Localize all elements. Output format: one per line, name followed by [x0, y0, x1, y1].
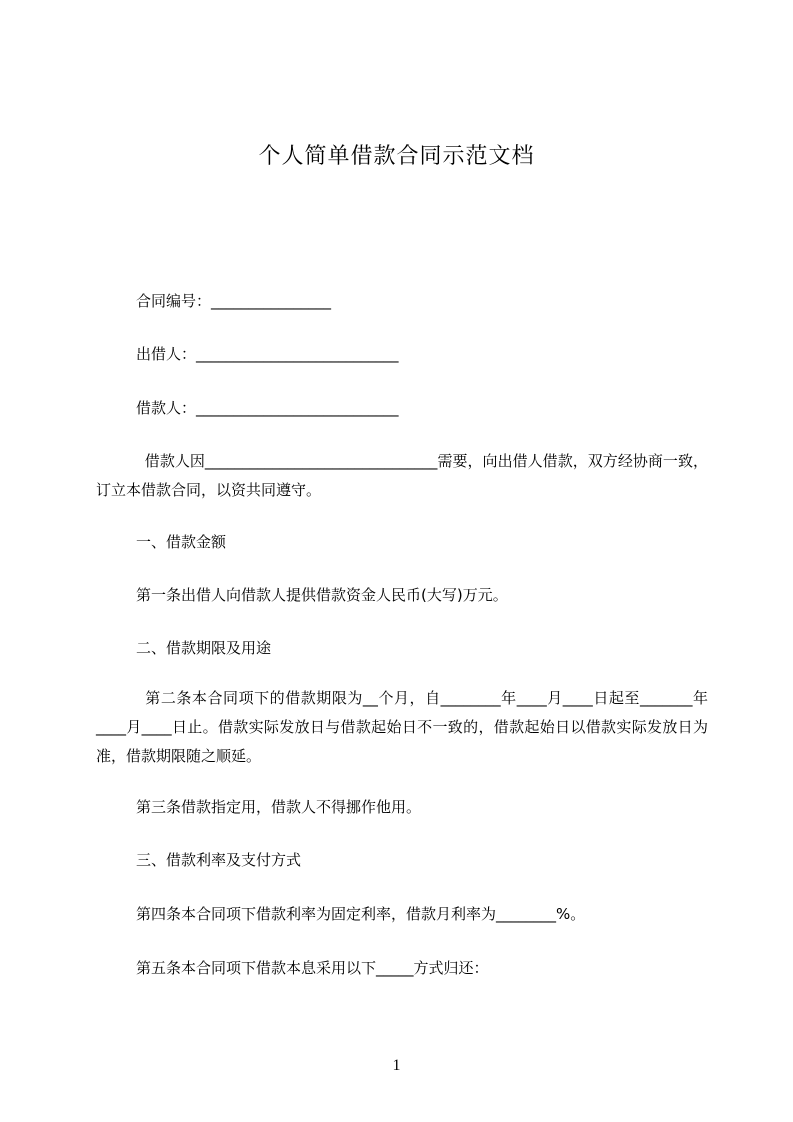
article-5: 第五条本合同项下借款本息采用以下_____方式归还： [136, 959, 489, 977]
borrower-line: 借款人：___________________________ [136, 399, 399, 417]
article-2-paragraph [96, 684, 708, 771]
article-3: 第三条借款指定用，借款人不得挪作他用。 [136, 798, 422, 816]
intro-text: 借款人因_______________________________需要，向出借人借款，双方经协商一致，订立本借款合同，以资共同遵守。 [96, 452, 708, 499]
article-2-text: 第二条本合同项下的借款期限为__个月，自________年____月____日起至_______年____月____日止。借款实际发放日与借款起始日不一致的，借款起始日以借款实际发放日为准，借款期限随之顺延。 [96, 689, 708, 765]
section-heading-term: 二、借款期限及用途 [136, 639, 272, 657]
section-heading-rate: 三、借款利率及支付方式 [136, 851, 302, 869]
contract-number-line: 合同编号：________________ [136, 292, 332, 310]
page-title: 个人简单借款合同示范文档 [258, 144, 535, 169]
article-1: 第一条出借人向借款人提供借款资金人民币(大写)万元。 [136, 586, 508, 604]
page-number: 1 [392, 1057, 401, 1074]
intro-paragraph [96, 447, 708, 505]
section-heading-amount: 一、借款金额 [136, 533, 227, 551]
lender-line: 出借人：___________________________ [136, 345, 399, 363]
article-4: 第四条本合同项下借款利率为固定利率，借款月利率为________%。 [136, 905, 586, 923]
